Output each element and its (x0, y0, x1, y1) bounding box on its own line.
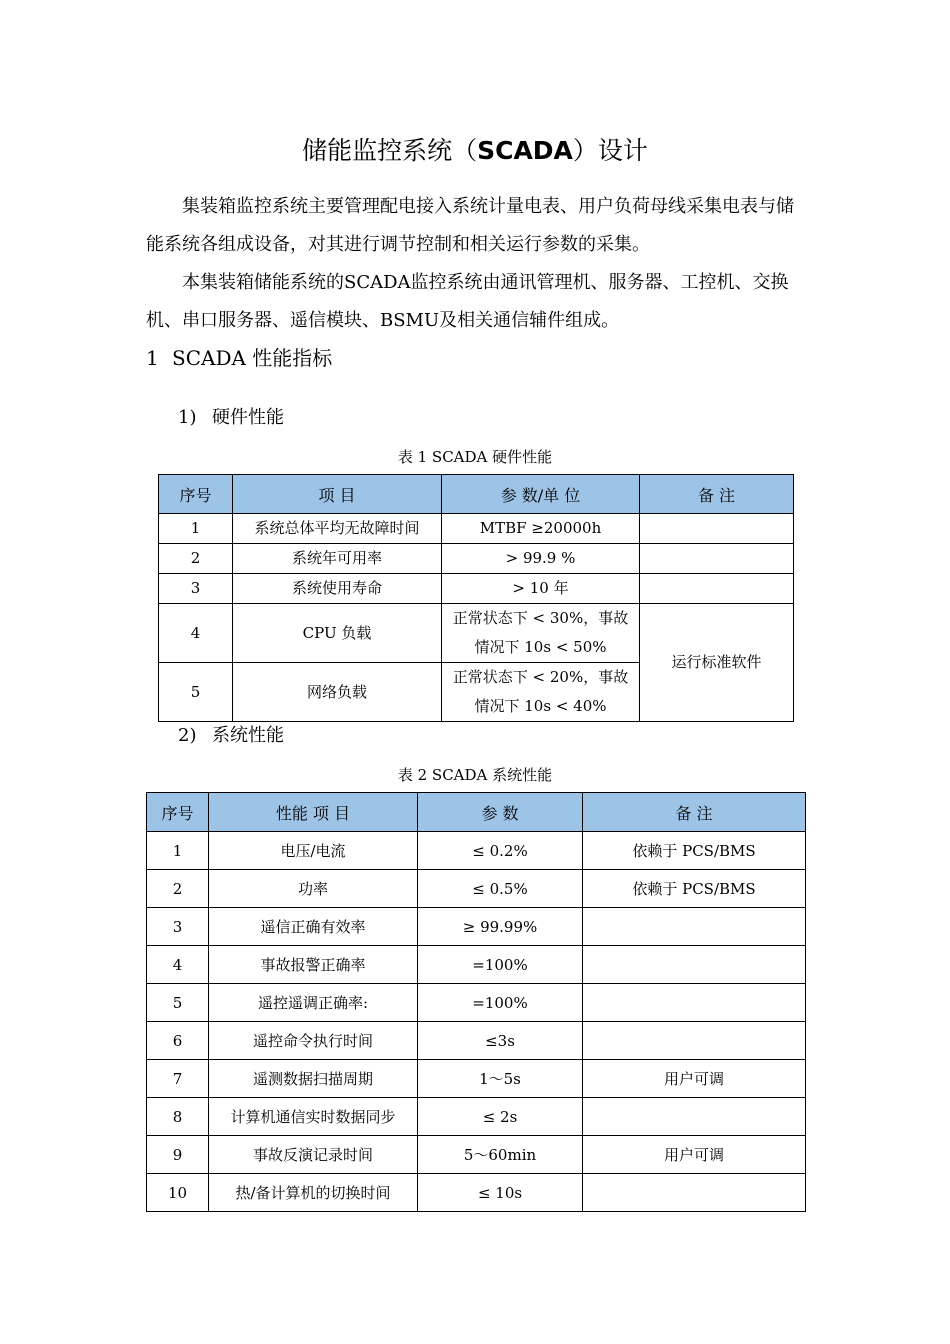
header-cell: 参 数/单 位 (442, 475, 640, 514)
row-param: 5～60min (418, 1136, 583, 1174)
row-param: ≤ 10s (418, 1174, 583, 1212)
paragraph-2: 本集装箱储能系统的SCADA监控系统由通讯管理机、服务器、工控机、交换机、串口服务器、遥信模块、BSMU及相关通信辅件组成。 (146, 272, 789, 331)
title-bold: SCADA (477, 136, 573, 165)
header-cell: 备 注 (583, 793, 806, 832)
row-param: =100% (418, 984, 583, 1022)
row-param: ≤ 0.2% (418, 832, 583, 870)
row-number: 2 (159, 544, 233, 574)
table-row (159, 604, 794, 663)
row-number: 3 (147, 908, 209, 946)
row-item: 遥测数据扫描周期 (209, 1060, 418, 1098)
row-item: 电压/电流 (209, 832, 418, 870)
title-prefix: 储能监控系统（ (302, 136, 478, 165)
subsection-heading-2 (178, 721, 284, 751)
row-item: 热/备计算机的切换时间 (209, 1174, 418, 1212)
param-line: 正常状态下 < 20%，事故 (452, 668, 629, 686)
table-header-row (159, 475, 794, 514)
table-row (147, 1098, 806, 1136)
row-number: 1 (147, 832, 209, 870)
row-note (583, 1174, 806, 1212)
row-param: 1～5s (418, 1060, 583, 1098)
table2-caption: 表 2 SCADA 系统性能 (397, 766, 553, 784)
page-title (0, 133, 950, 169)
table-row (147, 870, 806, 908)
title-suffix: ）设计 (572, 136, 648, 165)
row-item: 网络负载 (233, 663, 442, 722)
table-row (159, 544, 794, 574)
row-item: 系统总体平均无故障时间 (233, 514, 442, 544)
row-param: ≤ 0.5% (418, 870, 583, 908)
table-row (147, 908, 806, 946)
row-param: ≥ 99.99% (418, 908, 583, 946)
row-note (583, 1098, 806, 1136)
section-title: SCADA 性能指标 (172, 346, 333, 370)
row-param (442, 604, 640, 663)
subsection-title: 系统性能 (212, 725, 284, 746)
table-row (147, 832, 806, 870)
subsection-number: 2) (178, 725, 197, 746)
header-cell: 序号 (147, 793, 209, 832)
row-param (442, 663, 640, 722)
header-cell: 项 目 (233, 475, 442, 514)
row-item: 系统年可用率 (233, 544, 442, 574)
row-note (583, 984, 806, 1022)
subsection-number: 1) (178, 407, 197, 428)
row-note (640, 514, 794, 544)
table-row (159, 514, 794, 544)
row-param: ≤3s (418, 1022, 583, 1060)
row-number: 5 (159, 663, 233, 722)
param-line: 情况下 10s < 40% (474, 697, 607, 715)
row-item: 事故反演记录时间 (209, 1136, 418, 1174)
row-item: 遥控命令执行时间 (209, 1022, 418, 1060)
header-cell: 参 数 (418, 793, 583, 832)
row-note (640, 574, 794, 604)
table1-caption: 表 1 SCADA 硬件性能 (397, 448, 553, 466)
section-number: 1 (146, 346, 159, 370)
row-note (583, 1022, 806, 1060)
param-line: 情况下 10s < 50% (474, 638, 607, 656)
table-row (147, 1136, 806, 1174)
row-number: 7 (147, 1060, 209, 1098)
section-heading-1 (146, 340, 332, 376)
table-row (147, 1174, 806, 1212)
header-cell: 性能 项 目 (209, 793, 418, 832)
subsection-title: 硬件性能 (212, 407, 284, 428)
row-item: 事故报警正确率 (209, 946, 418, 984)
row-item: 系统使用寿命 (233, 574, 442, 604)
row-param: MTBF ≥20000h (442, 514, 640, 544)
subsection-heading-1 (178, 403, 284, 433)
row-note: 依赖于 PCS/BMS (583, 870, 806, 908)
table-row (147, 984, 806, 1022)
table-row (147, 946, 806, 984)
row-note: 运行标准软件 (640, 604, 794, 722)
hardware-performance-table (158, 474, 794, 722)
row-param: > 99.9 % (442, 544, 640, 574)
row-number: 4 (159, 604, 233, 663)
row-number: 3 (159, 574, 233, 604)
row-number: 2 (147, 870, 209, 908)
header-cell: 备 注 (640, 475, 794, 514)
row-item: 功率 (209, 870, 418, 908)
row-number: 4 (147, 946, 209, 984)
row-note (583, 908, 806, 946)
header-cell: 序号 (159, 475, 233, 514)
row-item: CPU 负载 (233, 604, 442, 663)
row-number: 10 (147, 1174, 209, 1212)
system-performance-table (146, 792, 806, 1212)
row-param: ≤ 2s (418, 1098, 583, 1136)
row-param: > 10 年 (442, 574, 640, 604)
row-number: 1 (159, 514, 233, 544)
row-note: 用户可调 (583, 1136, 806, 1174)
table-header-row (147, 793, 806, 832)
row-number: 5 (147, 984, 209, 1022)
row-number: 8 (147, 1098, 209, 1136)
row-note: 依赖于 PCS/BMS (583, 832, 806, 870)
row-note (583, 946, 806, 984)
paragraph-1: 集装箱监控系统主要管理配电接入系统计量电表、用户负荷母线采集电表与储能系统各组成设备，对其进行调节控制和相关运行参数的采集。 (146, 196, 794, 255)
row-item: 遥控遥调正确率: (209, 984, 418, 1022)
table-row (147, 1060, 806, 1098)
row-item: 遥信正确有效率 (209, 908, 418, 946)
row-item: 计算机通信实时数据同步 (209, 1098, 418, 1136)
row-number: 6 (147, 1022, 209, 1060)
row-number: 9 (147, 1136, 209, 1174)
table-row (159, 574, 794, 604)
row-param: =100% (418, 946, 583, 984)
row-note (640, 544, 794, 574)
table-row (147, 1022, 806, 1060)
row-note: 用户可调 (583, 1060, 806, 1098)
param-line: 正常状态下 < 30%，事故 (452, 609, 629, 627)
